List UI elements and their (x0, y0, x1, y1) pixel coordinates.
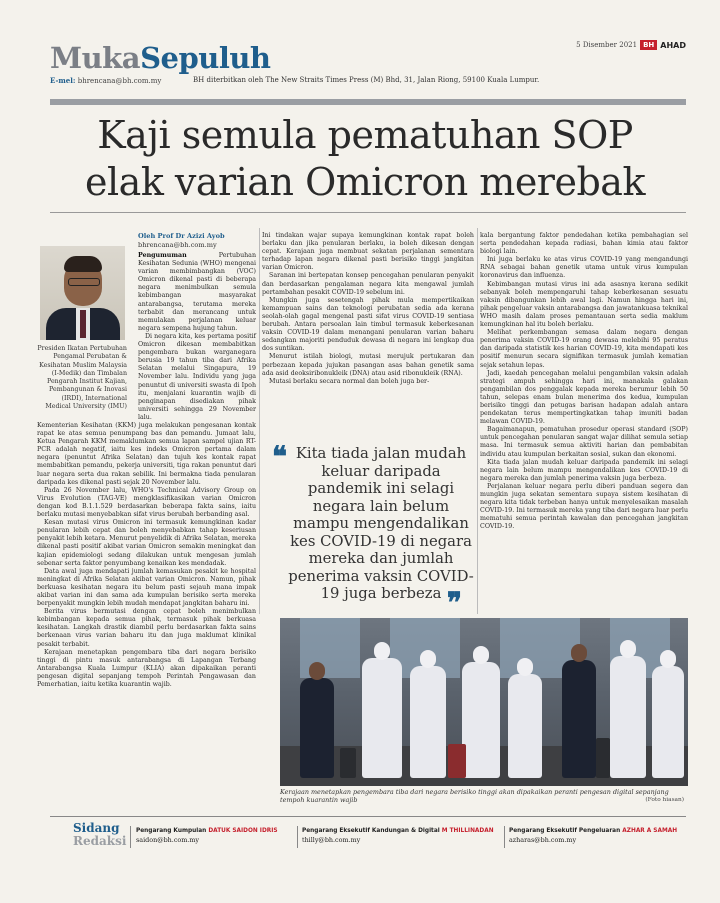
credit-name: AZHAR A SAMAH (622, 828, 678, 834)
section-title-part-1: Muka (50, 41, 141, 75)
close-quote-icon: ❞ (446, 585, 462, 619)
photo-ppe-worker (652, 666, 684, 778)
photo-head (660, 650, 676, 668)
byline (138, 232, 225, 250)
date-text: 5 Disember 2021 (576, 41, 638, 49)
article-paragraph: Data awal juga mendapati jumlah kemasukan pesakit ke hospital meningkat di Afrika Selatan akibat varian Omicron. Namun, pihak berkuasa kesihatan negara itu belum pasti sejauh mana impak akibat varian ini dan sama ada kumpulan berisiko serta mereka berpenyakit mungkin lebih mudah mendapat jangkitan baharu ini. (37, 567, 256, 608)
photo-ppe-worker (508, 674, 542, 778)
editorial-board-label (73, 822, 126, 848)
article-paragraph: Di negara kita, kes pertama positif Omicron dikesan membabitkan pengembara bukan warganegara berusia 19 tahun tiba dari Afrika Selatan melalui Singapura, 19 November lalu. Individu yang juga penuntut di universiti swasta di Ipoh itu, menjalani kuarantin wajib di penginapan disediakan pihak universiti sehingga 29 November lalu. (138, 332, 257, 421)
photo-ppe-worker (610, 656, 646, 778)
photo-tie (80, 310, 86, 338)
issue-date (576, 40, 686, 50)
header-divider (50, 99, 686, 105)
photo-head (571, 644, 587, 662)
article-paragraph: Mungkin juga sesetengah pihak mula mempertikaikan kemampuan sains dan teknologi perubatan sedia ada kerana seolah-olah gagal mengenal pasti sifat virus COVID-19 sentiasa berubah. Antara persoalan lain timbul termasuk keberkesanan vaksin COVID-19 dalam menangani penularan varian baharu sedangkan majoriti penduduk dewasa di negara ini lengkap dua dos suntikan. (262, 296, 474, 353)
photo-ppe-worker (462, 662, 500, 778)
article-column-2 (262, 232, 474, 386)
photo-caption: Kerajaan menetapkan pengembara tiba dari negara berisiko tinggi akan dipakaikan peranti pengesan digital sepanjang tempoh kuarantin wajib (280, 788, 669, 804)
column-divider (477, 228, 478, 614)
photo-officer (300, 678, 334, 778)
headline-line-2: elak varian Omicron merebak (85, 160, 645, 204)
credit-role: Pengarang Eksekutif Pengeluaran (509, 828, 621, 834)
photo-credit: (Foto hiasan) (645, 797, 684, 803)
article-paragraph: Kesan mutasi virus Omicron ini termasuk kemungkinan kadar penularan lebih cepat dan boleh menyebabkan tahap keseriusan penyakit lebih ketara. Menurut penyelidik di Afrika Selatan, mereka dikenal pasti positif akibat varian Omicron semakin meningkat dan kajian epidemiologi sedang dilakukan untuk mengesan jumlah sebenar serta faktor penyumbang kenaikan kes mendadak. (37, 519, 256, 567)
article-paragraph: Saranan ini bertepatan konsep pencegahan penularan penyakit dan berdasarkan pengalaman negara kita mengawal jumlah pertambahan pesakit COVID-19 sebelum ini. (262, 272, 474, 296)
paragraph-text: Pertubuhan Kesihatan Sedunia (WHO) mengenai varian membimbangkan (VOC) Omicron dikenal pasti di beberapa negara menimbulkan semula kebimbangan masyarakat antarabangsa, terutama mereka terbabit dan merancang untuk memulakan perjalanan keluar negara sempena hujung tahun. (138, 252, 256, 332)
editorial-label-1: Sidang (73, 821, 120, 835)
credit-group-editor (136, 826, 278, 845)
credit-name: DATUK SAIDON IDRIS (208, 828, 278, 834)
edition-label: AHAD (660, 40, 686, 50)
pull-quote (272, 440, 476, 619)
article-paragraph: Kementerian Kesihatan (KKM) juga melakukan pengesanan kontak rapat ke atas semua penumpang bas dan pemandu. Jumaat lalu, Ketua Pengarah KKM memaklumkan semua lapan sampel ujian RT-PCR adalah negatif, iaitu kes indeks Omicron pertama dalam negara (penuntut Afrika Selatan) dan tujuh kes kontak rapat membabitkan pemandu, pekerja universiti, tiga rakan penuntut dari luar negara serta dua rakan sebilik. Ini bermakna tiada penularan daripada kes dikenal pasti sejak 20 November lalu. (37, 422, 256, 486)
article-paragraph: Jadi, kaedah pencegahan melalui pengambilan vaksin adalah strategi ampuh sehingga hari ini, manakala galakan pengambilan dos penggalak kepada mereka berumur lebih 50 tahun, selepas enam bulan menerima dos kedua, kumpulan berisiko tinggi dan petugas barisan hadapan adalah antara pendekatan terus mempertingkatkan tahap imuniti badan melawan COVID-19. (480, 369, 688, 426)
pull-quote-text: Kita tiada jalan mudah keluar daripada pandemik ini selagi negara lain belum mampu mengendalikan kes COVID-19 di negara mereka dan jumlah penerima vaksin COVID-19 juga berbeza (288, 445, 474, 602)
article-paragraph: Perjalanan keluar negara perlu diberi panduan segera dan mungkin juga sekatan sementara supaya sistem kesihatan di negara kita tidak terbeban hanya untuk menyelesaikan masalah COVID-19. Ini termasuk mereka yang tiba dari negara luar perlu mematuhi semua perintah kawalan dan pencegahan jangkitan COVID-19. (480, 482, 688, 531)
editorial-label-2: Redaksi (73, 834, 127, 848)
headline-line-1: Kaji semula pematuhan SOP (97, 113, 633, 157)
airport-photo (280, 618, 688, 786)
photo-ppe-worker (362, 658, 402, 778)
lead-word: Pengumuman (138, 252, 187, 259)
footer-divider (130, 826, 131, 848)
credit-email[interactable]: azharas@bh.com.my (509, 836, 577, 844)
article-paragraph: Kerajaan menetapkan pengembara tiba dari negara berisiko tinggi di pintu masuk antarabangsa di Lapangan Terbang Antarabangsa Kuala Lumpur (KLIA) akan dipakaikan peranti pengesan digital sepanjang tempoh Perintah Pengawasan dan Pemerhatian, iaitu ketika kuarantin wajib. (37, 648, 256, 688)
footer-divider (504, 826, 505, 848)
article-paragraph: Kebimbangan mutasi virus ini ada asasnya kerana sedikit sebanyak boleh mempengaruhi tahap keberkesanan sesuatu vaksin dibangunkan lebih awal lagi. Namun hingga hari ini, pihak pengeluar vaksin antarabangsa dan jawatankuasa teknikal WHO masih dalam proses pemantauan serta sedia maklum kemungkinan hal itu boleh berlaku. (480, 280, 688, 329)
article-paragraph: Ini tindakan wajar supaya kemungkinan kontak rapat boleh berlaku dan jika penularan berlaku, ia boleh dikesan dengan cepat. Kerajaan juga membuat sekatan perjalanan sementara terhadap lapan negara dikenal pasti berisiko tinggi jangkitan varian Omicron. (262, 232, 474, 272)
photo-head (374, 642, 390, 660)
email-value[interactable]: bhrencana@bh.com.my (77, 77, 162, 85)
contact-email (50, 76, 161, 85)
section-title-part-2: Sepuluh (140, 41, 271, 75)
photo-head (420, 650, 436, 668)
credit-content-editor (302, 826, 494, 845)
article-paragraph: Kita tiada jalan mudah keluar daripada pandemik ini selagi negara lain belum mampu mengendalikan kes COVID-19 di negara mereka dan jumlah penerima vaksin juga berbeza. (480, 458, 688, 482)
article-column-1-bottom (37, 422, 256, 689)
bh-logo: BH (640, 40, 657, 50)
credit-role: Pengarang Eksekutif Kandungan & Digital (302, 828, 440, 834)
credit-email[interactable]: saidon@bh.com.my (136, 836, 200, 844)
author-bio: Presiden Ikatan Pertubuhan Pengamal Perubatan & Kesihatan Muslim Malaysia (I-Medik) dan Timbalan Pengarah Institut Kajian, Pembangunan & Inovasi (IRDI), International Medical University (IMU) (37, 345, 127, 411)
article-paragraph: Berita virus bermutasi dengan cepat boleh menimbulkan kebimbangan kepada semua pihak, termasuk pihak berkuasa kesihatan. Langkah drastik diambil perlu berdasarkan fakta sains berkenaan virus varian baharu itu dan juga maklumat klinikal pesakit terbabit. (37, 608, 256, 648)
column-divider (259, 228, 260, 614)
article-paragraph (138, 252, 256, 333)
photo-head (620, 640, 636, 658)
photo-head (473, 646, 489, 664)
credit-name: M THILLINADAN (441, 828, 494, 834)
article-column-1-top (138, 252, 256, 422)
publisher-line: BH diterbitkan oleh The New Straits Times Press (M) Bhd, 31, Jalan Riong, 59100 Kuala Lumpur. (193, 76, 540, 84)
article-column-3 (480, 232, 688, 531)
article-paragraph: Bagaimanapun, pematuhan prosedur operasi standard (SOP) untuk pencegahan penularan sangat wajar dilihat semula setiap masa. Ini termasuk semua aktiviti harian dan pembabitan individu atau kumpulan berkaitan sosial, sukan dan ekonomi. (480, 426, 688, 458)
photo-officer (562, 660, 596, 778)
author-email[interactable]: bhrencana@bh.com.my (138, 241, 217, 249)
credit-production-editor (509, 826, 677, 845)
photo-hair (64, 256, 102, 272)
article-paragraph: Melihat perkembangan semasa dalam negara dengan penerima vaksin COVID-19 orang dewasa melebihi 95 peratus dan daripada statistik kes harian COVID-19, kita mendapati kes positif menurun secara signifikan termasuk jumlah kematian sejak setahun lepas. (480, 329, 688, 369)
author-photo (40, 246, 125, 340)
photo-head (309, 662, 325, 680)
photo-glasses (68, 278, 100, 286)
headline-rule (50, 212, 686, 213)
section-title (50, 42, 271, 74)
article-paragraph: Ini juga berlaku ke atas virus COVID-19 yang mengandungi RNA sebagai bahan genetik utama untuk virus kumpulan koronavirus dan influenza. (480, 256, 688, 280)
email-label: E-mel: (50, 76, 76, 85)
credit-email[interactable]: thilly@bh.com.my (302, 836, 361, 844)
article-paragraph: Pada 26 November lalu, WHO's Technical Advisory Group on Virus Evolution (TAG-VE) mengklasifikasikan varian Omicron dengan kod B.1.1.529 berdasarkan beberapa fakta sains, iaitu berlaku mutasi menyebabkan sifat virus berubah berbanding asal. (37, 486, 256, 519)
photo-luggage (340, 748, 356, 778)
credit-role: Pengarang Kumpulan (136, 828, 207, 834)
article-paragraph: Menurut istilah biologi, mutasi merujuk pertukaran dan perbezaan kepada jujukan pasangan asas bahan genetik sama ada asid deoksiribonukleik (DNA) atau asid ribonukleik (RNA). (262, 353, 474, 377)
article-paragraph: Mutasi berlaku secara normal dan boleh juga ber- (269, 377, 430, 385)
photo-head (517, 658, 533, 676)
article-paragraph: kala bergantung faktor pendedahan ketika pembahagian sel serta pendedahan kepada radiasi, bahan kimia atau faktor biologi lain. (480, 232, 688, 256)
footer-rule (50, 816, 686, 817)
photo-luggage (596, 738, 610, 778)
footer-divider (297, 826, 298, 848)
author-name: Oleh Prof Dr Azizi Ayob (138, 232, 225, 240)
open-quote-icon: ❝ (272, 440, 288, 473)
photo-luggage (448, 744, 466, 778)
headline (60, 112, 670, 206)
photo-ppe-worker (410, 666, 446, 778)
